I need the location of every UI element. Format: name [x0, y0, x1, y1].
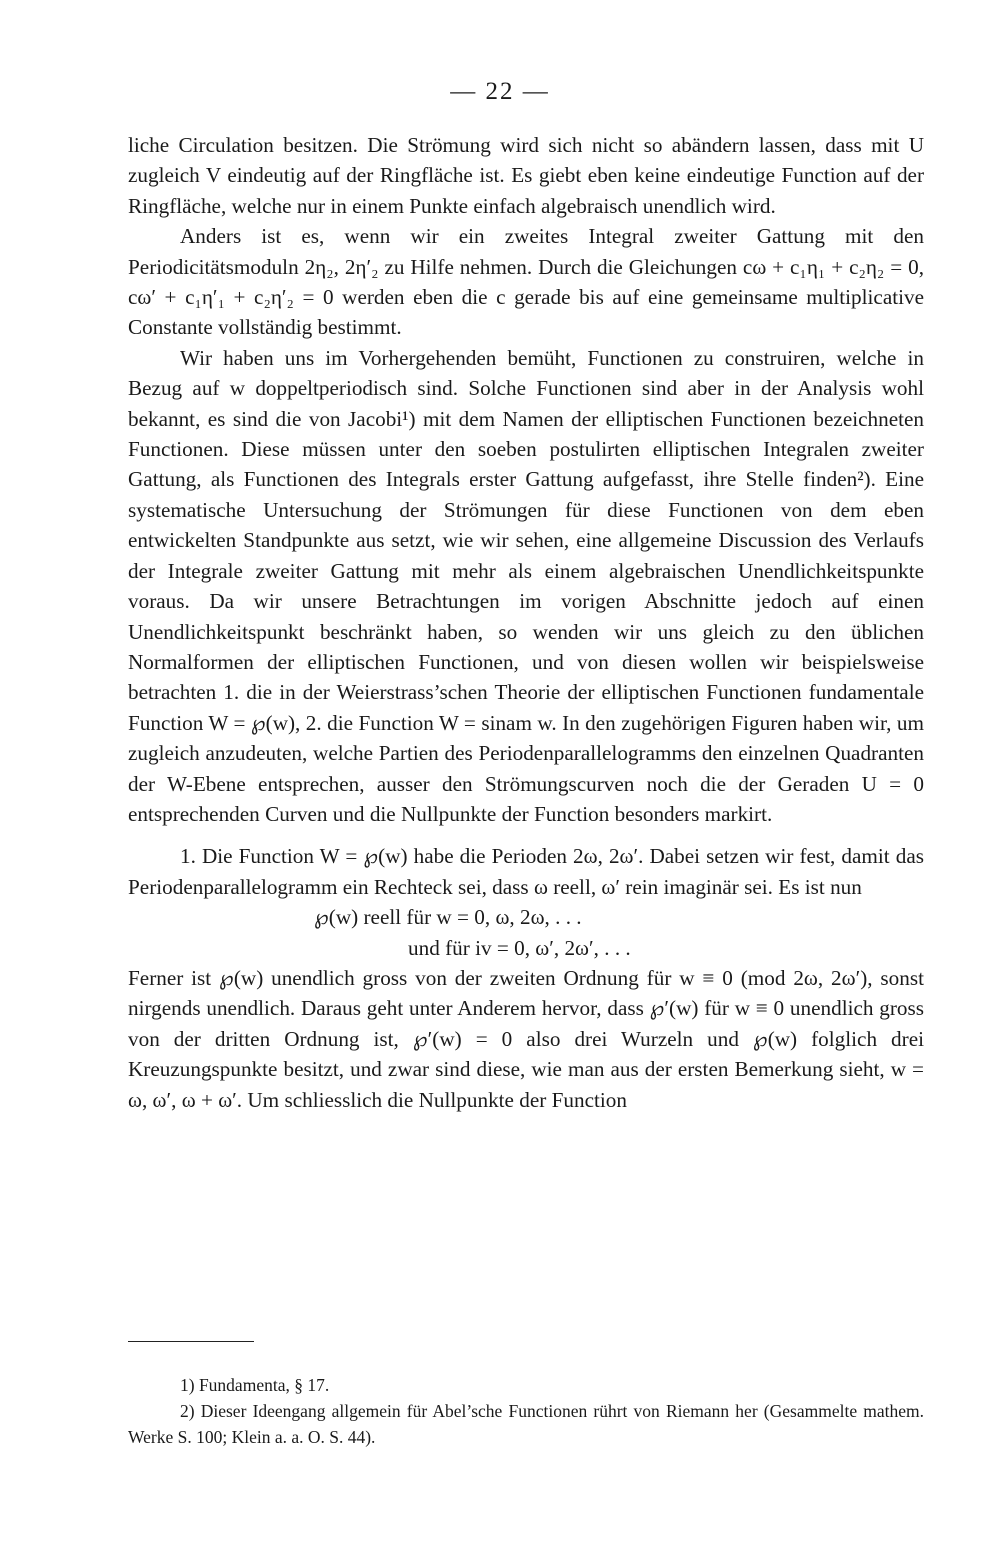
footnote-2: 2) Dieser Ideengang allgemein für Abel’sche Functionen rührt von Riemann her (Gesammelte mathem. Werke S. 100; Klein a. a. O. S. 44).: [128, 1401, 924, 1447]
equation-block: [128, 902, 924, 963]
footnote-1: 1) Fundamenta, § 17.: [180, 1375, 330, 1395]
page-number: — 22 —: [450, 78, 550, 105]
equation-line-2: und für iv = 0, ω′, 2ω′, . . .: [408, 935, 631, 960]
body-text: [128, 130, 924, 1115]
paragraph-2: Anders ist es, wenn wir ein zweites Integral zweiter Gattung mit den Periodicitätsmoduln 2η₂, 2η′₂ zu Hilfe nehmen. Durch die Gleichungen cω + c₁η₁ + c₂η₂ = 0, cω′ + c₁η′₁ + c₂η′₂ = 0 werden eben die c gerade bis auf eine gemeinsame multiplicative Constante vollständig bestimmt.: [128, 224, 924, 340]
footnotes: [128, 1372, 924, 1450]
paragraph-3: Wir haben uns im Vorhergehenden bemüht, Functionen zu construiren, welche in Bezug auf w doppeltperiodisch sind. Solche Functionen sind aber in der Analysis wohl bekannt, es sind die von Jacobi¹) mit dem Namen der elliptischen Functionen bezeichneten Functionen. Diese müssen unter den soeben postulirten elliptischen Integralen zweiter Gattung, als Functionen des Integrals erster Gattung aufgefasst, ihre Stelle finden²). Eine systematische Untersuchung der Strömungen für diese Functionen von dem eben entwickelten Standpunkte aus setzt, wie wir sehen, eine allgemeine Discussion des Verlaufs der Integrale zweiter Gattung mit mehr als einem algebraischen Unendlichkeitspunkte voraus. Da wir unsere Betrachtungen im vorigen Abschnitte jedoch auf einen Unendlichkeitspunkt beschränkt haben, so wenden wir uns gleich zu den üblichen Normalformen der elliptischen Functionen, und von diesen wollen wir beispielsweise betrachten 1. die in der Weierstrass’schen Theorie der elliptischen Functionen fundamentale Function W = ℘(w), 2. die Function W = sinam w. In den zugehörigen Figuren haben wir, um zugleich anzudeuten, welche Partien des Periodenparallelogramms den einzelnen Quadranten der W-Ebene entsprechen, ausser den Strömungscurven noch die der Geraden U = 0 entsprechenden Curven und die Nullpunkte der Function besonders markirt.: [128, 345, 924, 826]
paragraph-5: Ferner ist ℘(w) unendlich gross von der zweiten Ordnung für w ≡ 0 (mod 2ω, 2ω′), sonst nirgends unendlich. Daraus geht unter Anderem hervor, dass ℘′(w) für w ≡ 0 unendlich gross von der dritten Ordnung ist, ℘′(w) = 0 also drei Wurzeln und ℘(w) folglich drei Kreuzungspunkte besitzt, und zwar sind diese, wie man aus der ersten Bemerkung sieht, w = ω, ω′, ω + ω′. Um schliesslich die Nullpunkte der Function: [128, 965, 924, 1112]
paragraph-1: liche Circulation besitzen. Die Strömung wird sich nicht so abändern lassen, dass mit U zugleich V eindeutig auf der Ringfläche ist. Es giebt eben keine eindeutige Function auf der Ringfläche, welche nur in einem Punkte einfach algebraisch unendlich wird.: [128, 133, 924, 218]
footnote-rule: [128, 1341, 254, 1342]
paragraph-4: 1. Die Function W = ℘(w) habe die Perioden 2ω, 2ω′. Dabei setzen wir fest, damit das Periodenparallelogramm ein Rechteck sei, dass ω reell, ω′ rein imaginär sei. Es ist nun: [128, 844, 924, 899]
equation-line-1: ℘(w) reell für w = 0, ω, 2ω, . . .: [314, 905, 582, 930]
